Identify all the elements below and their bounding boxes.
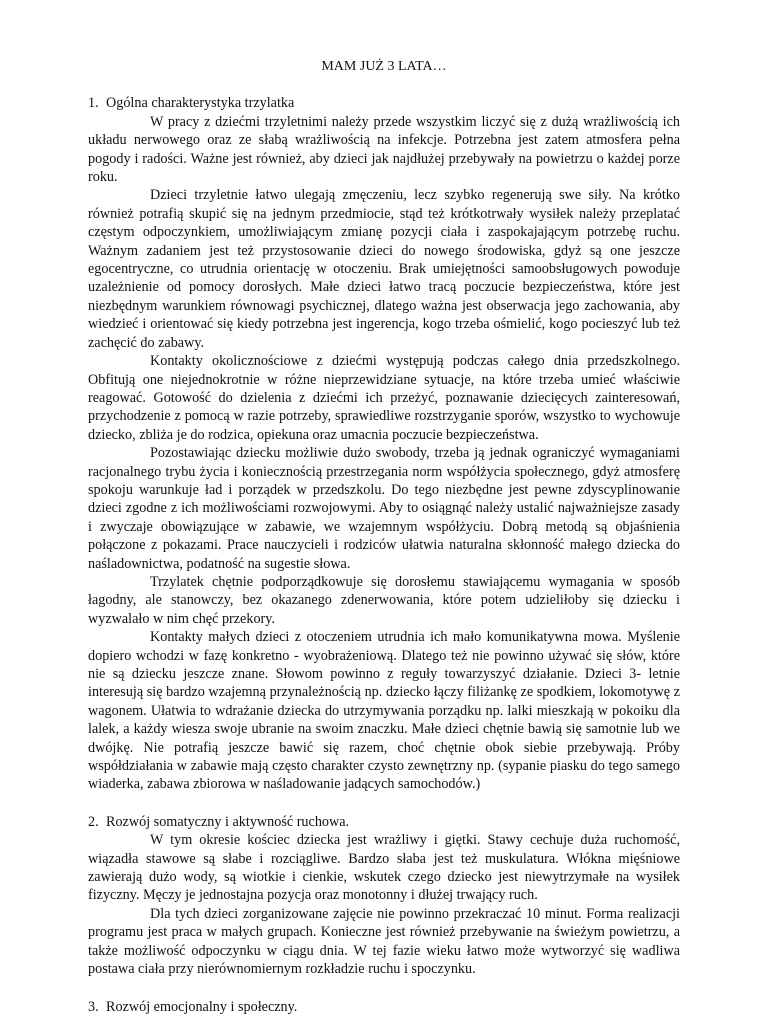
paragraph: W tym okresie kościec dziecka jest wrażliwy i giętki. Stawy cechuje duża ruchomość, wiązadła stawowe są słabe i rozciągliwe. Bardzo słaba jest też muskulatura. Włókna mięśniowe zawierają dużo wody, są wiotkie i cienkie, wskutek czego dziecko jest niewytrzymałe na wysiłek fizyczny. Męczy je jednostajna pozycja oraz monotonny i dłużej trwający ruch.	[88, 832, 680, 904]
section-general-characteristics	[88, 94, 680, 793]
section-heading	[88, 998, 680, 1016]
section-number: 2.	[88, 813, 99, 830]
paragraph: Trzylatek chętnie podporządkowuje się dorosłemu stawiającemu wymagania w sposób łagodny, ale stanowczy, bez okazanego zdenerwowania, które potem udzieliłoby się dziecku i wyzwalało w nim chęć przekory.	[88, 573, 680, 627]
document-page	[88, 58, 680, 1035]
paragraph: Dzieci trzyletnie łatwo ulegają zmęczeniu, lecz szybko regenerują swe siły. Na krótko również potrafią skupić się na jednym przedmiocie, stąd też krótkotrwały wysiłek należy przeplatać częstym odpoczynkiem, umożliwiającym zmianę pozycji ciała i zaspokajającym potrzebę ruchu. Ważnym zadaniem jest też przystosowanie dzieci do nowego środowiska, gdyż są one jeszcze egocentryczne, co utrudnia orientację w otoczeniu. Brak umiejętności samoobsługowych powoduje uzależnienie od pomocy dorosłych. Małe dzieci łatwo tracą poczucie bezpieczeństwa, które jest niezbędnym warunkiem równowagi psychicznej, dlatego ważna jest obserwacja jego zachowania, aby wiedzieć i orientować się kiedy potrzebna jest ingerencja, kogo trzeba ośmielić, kogo pocieszyć lub też zachęcić do zabawy.	[88, 187, 680, 351]
section-number: 1.	[88, 95, 99, 112]
section-title: Rozwój somatyczny i aktywność ruchowa.	[106, 813, 350, 830]
section-title: Ogólna charakterystyka trzylatka	[106, 95, 295, 112]
paragraph: Kontakty okolicznościowe z dziećmi występują podczas całego dnia przedszkolnego. Obfitują one niejednokrotnie w różne nieprzewidziane sytuacje, na które trzeba umieć właściwie reagować. Gotowość do dzielenia z dziećmi ich przeżyć, poznawanie dziecięcych zainteresowań, przychodzenie z pomocą w razie potrzeby, sprawiedliwe rozstrzyganie sporów, wszystko to wychowuje dziecko, zbliża je do rodzica, opiekuna oraz umacnia poczucie bezpieczeństwa.	[88, 353, 680, 443]
paragraph: W pracy z dziećmi trzyletnimi należy przede wszystkim liczyć się z dużą wrażliwością ich układu nerwowego oraz ze słabą wrażliwością na infekcje. Potrzebna jest zatem atmosfera pełna pogody i radości. Ważne jest również, aby dzieci jak najdłużej przebywały na powietrzu o każdej porze roku.	[88, 113, 680, 186]
section-number: 3.	[88, 998, 99, 1015]
section-somatic-development	[88, 813, 680, 979]
paragraph: Pozostawiając dziecku możliwie dużo swobody, trzeba ją jednak ograniczyć wymaganiami racjonalnego trybu życia i koniecznością przestrzegania norm współżycia społecznego, gdyż atmosferę spokoju warunkuje ład i porządek w przedszkolu. Do tego niezbędne jest pewne zdyscyplinowanie dzieci zgodne z ich możliwościami rozwojowymi. Aby to osiągnąć należy ustalić najważniejsze zasady i zwyczaje obowiązujące w zabawie, we wzajemnym współżyciu. Dobrą metodą są objaśnienia połączone z pokazami. Prace nauczycieli i rodziców ułatwia naturalna skłonność małego dziecka do naśladownictwa, podatność na sugestie słowa.	[88, 445, 680, 572]
document-title: MAM JUŻ 3 LATA…	[321, 59, 447, 74]
section-heading	[88, 94, 680, 112]
section-emotional-development	[88, 998, 680, 1016]
section-heading	[88, 813, 680, 831]
paragraph: Dla tych dzieci zorganizowane zajęcie nie powinno przekraczać 10 minut. Forma realizacji programu jest praca w małych grupach. Konieczne jest również przebywanie na świeżym powietrzu, a także możliwość odpoczynku w ciągu dnia. W tej fazie wieku łatwo może wytworzyć się wadliwa postawa ciała przy nierównomiernym rozkładzie ruchu i spoczynku.	[88, 905, 680, 978]
section-title: Rozwój emocjonalny i społeczny.	[106, 998, 298, 1015]
paragraph: Kontakty małych dzieci z otoczeniem utrudnia ich mało komunikatywna mowa. Myślenie dopiero wchodzi w fazę konkretno - wyobrażeniową. Dlatego też nie powinno używać się słów, które nie są dziecku jeszcze znane. Słowom powinno z reguły towarzyszyć działanie. Dzieci 3- letnie interesują się bardzo wzajemną przynależnością np. dziecko łączy filiżankę ze spodkiem, lokomotywę z wagonem. Ułatwia to wdrażanie dziecka do utrzymywania porządku np. lalki mieszkają w pokoiku dla lalek, a każdy wiesza swoje ubranie na swoim znaczku. Małe dzieci chętnie bawią się samotnie lub we dwójkę. Nie potrafią jeszcze bawić się razem, choć chętnie obok siebie przebywają. Próby współdziałania w zabawie mają często charakter czysto zewnętrzny np. (sypanie piasku do tego samego wiaderka, zabawa zbiorowa w naśladowanie jadących samochodów.)	[88, 629, 680, 793]
